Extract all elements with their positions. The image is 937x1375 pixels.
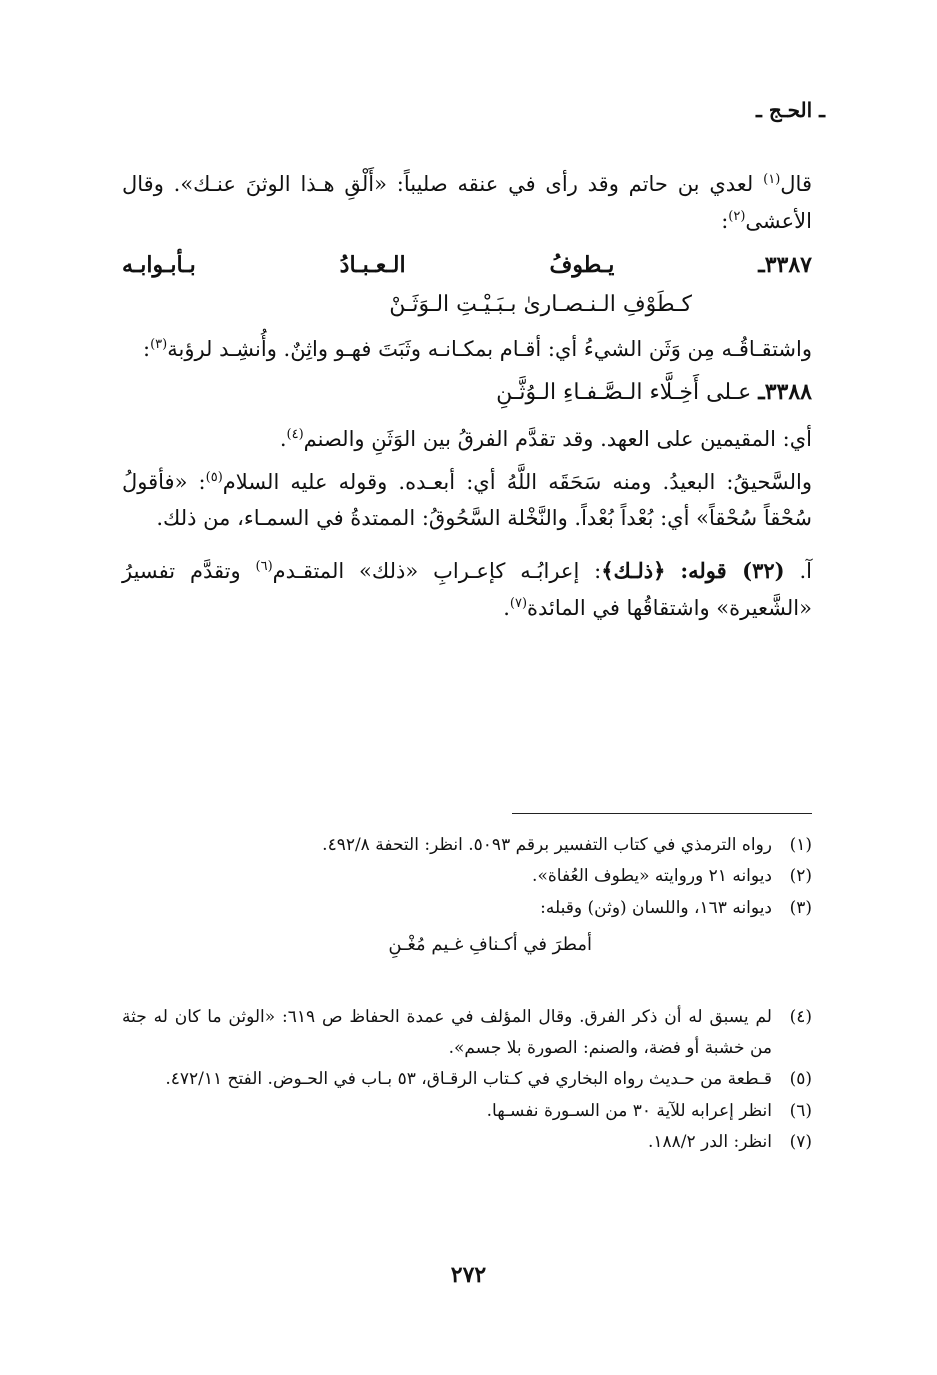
section-text-1: : إعرابُـه كإعـرابِ «ذلك» المتقـدم [272, 559, 602, 583]
section-text-2: وتقدَّم تفسيرُ «الشَّعيرة» واشتقاقُها في المائدة [122, 559, 812, 620]
para3-tail: . [279, 426, 287, 451]
paragraph-3 [122, 421, 812, 458]
main-text [122, 166, 812, 633]
footnote-2 [122, 861, 812, 892]
para2-tail: : [143, 336, 151, 361]
section-tail: . [503, 595, 510, 620]
footnote-number: (١) [789, 835, 812, 855]
verse-number-3388: ٣٣٨٨ـ [758, 379, 812, 406]
footnotes [122, 830, 812, 1159]
para4-text2: : «فأقولُ سُحْقاً سُحْقاً» أي: بُعْداً بُعْداً. والنَّخْلة السَّحُوقُ: الممتدةُ في السمـاء، من ذلك. [122, 469, 812, 531]
footnote-ref-1: (١) [763, 172, 781, 187]
footnote-4 [122, 1002, 812, 1065]
footnote-ref-5: (٥) [205, 469, 223, 485]
footnote-divider [512, 813, 812, 814]
verse-word: الـعـبـادُ [339, 251, 406, 278]
verse-3387-line-2: كـطَوْفِ الـنـصـارىٰ بـبَـيْـتِ الـوَثَـنْ [389, 292, 692, 317]
verse-3387-line-1 [122, 246, 812, 285]
footnote-6 [122, 1096, 812, 1127]
section-label: (٣٢) قوله: [680, 558, 785, 583]
footnote-number: (٣) [789, 897, 812, 918]
verse-word: بـأبـوابـه [122, 251, 196, 278]
section-prefix: آ. [799, 559, 812, 583]
footnote-text: ديوانه ٢١ وروايته «يطوف العُفاة». [532, 866, 772, 887]
footnote-3 [122, 893, 812, 924]
footnote-text: انظر إعرابه للآية ٣٠ من السـورة نفسـها. [486, 1100, 772, 1121]
para1-tail: : [721, 208, 729, 233]
verse-number-3387: ٣٣٨٧ـ [758, 251, 812, 278]
footnote-text: انظر: الدر ١٨٨/٢. [647, 1132, 772, 1153]
footnote-number: (٥) [789, 1069, 812, 1090]
footnote-7 [122, 1127, 812, 1158]
verse-3388 [122, 373, 812, 413]
footnote-ref-6: (٦) [255, 559, 273, 574]
footnote-number: (٦) [789, 1100, 812, 1121]
verse-word: يـطوفُ [549, 251, 615, 278]
footnote-ref-3: (٣) [150, 336, 168, 352]
footnote-3-verse: أمطرَ في أكـنافِ غـيم مُغْـنِ [388, 934, 592, 956]
footnote-number: (٢) [789, 866, 812, 887]
footnote-text: قـطعة من حـديث رواه البخاري في كـتاب الرقـاق، ٥٣ بـاب في الحـوض. الفتح ٤٧٢/١١. [165, 1069, 772, 1090]
para2-text: واشتقـاقُـه مِن وَثَن الشيءُ أي: أقـام بمكـانـه وثَبَتَ فهـو واثِنٌ. وأُنشِـد لرؤبة [167, 336, 812, 361]
footnote-5 [122, 1064, 812, 1095]
para1-lead: قال [780, 172, 812, 196]
footnote-1 [122, 830, 812, 861]
footnote-ref-7: (٧) [509, 595, 528, 611]
paragraph-1 [122, 166, 812, 240]
footnote-ref-2: (٢) [728, 208, 746, 224]
footnote-text: رواه الترمذي في كتاب التفسير برقم ٥٠٩٣. انظر: التحفة ٤٩٢/٨. [322, 835, 772, 855]
footnote-number: (٧) [789, 1132, 812, 1153]
footnote-number: (٤) [789, 1006, 812, 1027]
page-number: ٢٧٢ [450, 1262, 487, 1288]
section-quote: ﴿ذلـك﴾ [601, 558, 666, 583]
verse-3388-text: عـلى أَخِـلَّاء الـصَّـفـاءِ الـوُثَّـنِ [496, 380, 752, 406]
para4-text1: والسَّحيقُ: البعيدُ. ومنه سَحَقَه اللَّهُ أي: أبعـده. وقوله عليه السلام [222, 469, 812, 494]
footnote-text: ديوانه ١٦٣، واللسان (وثن) وقبله: [540, 897, 772, 918]
paragraph-2 [122, 331, 812, 368]
paragraph-4 [122, 464, 812, 538]
para1-text: لعدي بن حاتم وقد رأى في عنقه صليباً: «أَلْقِ هـذا الوثنَ عنـك». وقال الأعشى [122, 172, 812, 233]
footnote-text: لم يسبق له أن ذكر الفرق. وقال المؤلف في عمدة الحفاظ ص ٦١٩: «الوثن ما كان له جثة من خشبة أو فضة، والصنم: الصورة بلا جسم». [122, 1006, 772, 1059]
section-32 [122, 553, 812, 627]
running-header: ـ الحـج ـ [756, 98, 825, 122]
footnote-ref-4: (٤) [286, 426, 304, 442]
para3-text: أي: المقيمين على العهد. وقد تقدَّم الفرقُ بين الوَثَنِ والصنم [303, 426, 812, 451]
